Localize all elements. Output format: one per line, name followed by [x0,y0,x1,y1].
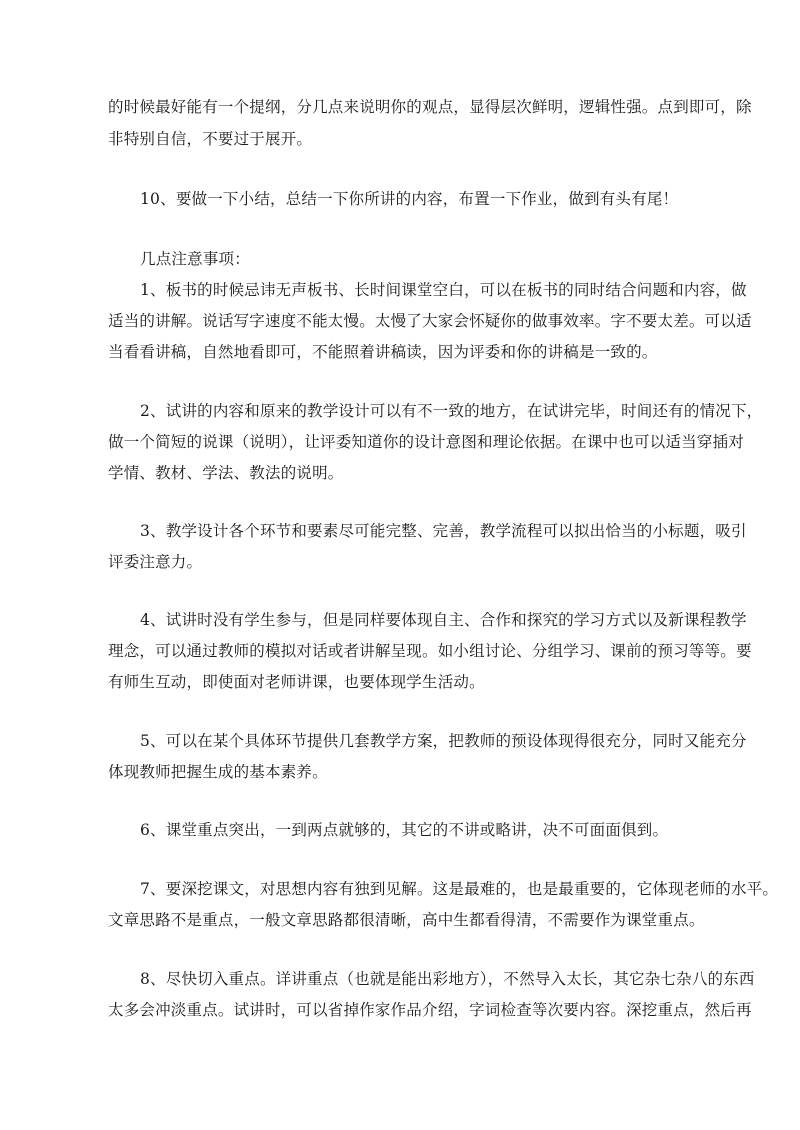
note-7-line-2: 文章思路不是重点，一般文章思路都很清晰，高中生都看得清，不需要作为课堂重点。 [108,911,705,929]
note-1-line-3: 当看看讲稿，自然地看即可，不能照着讲稿读，因为评委和你的讲稿是一致的。 [108,343,658,361]
note-7-line-1: 7、要深挖课文，对思想内容有独到见解。这是最难的，也是最重要的，它体现老师的水平。 [140,880,779,898]
note-4-line-2: 理念，可以通过教师的模拟对话或者讲解呈现。如小组讨论、分组学习、课前的预习等等。要 [108,642,752,660]
note-4-line-3: 有师生互动，即使面对老师讲课，也要体现学生活动。 [108,673,485,691]
note-8-line-1: 8、尽快切入重点。详讲重点（也就是能出彩地方），不然导入太长，其它杂七杂八的东西 [140,970,755,988]
note-4-line-1: 4、试讲时没有学生参与，但是同样要体现自主、合作和探究的学习方式以及新课程教学 [140,611,747,629]
note-2-line-3: 学情、教材、学法、教法的说明。 [108,464,344,482]
note-6-line-1: 6、课堂重点突出，一到两点就够的，其它的不讲或略讲，决不可面面俱到。 [140,821,669,839]
note-1-line-1: 1、板书的时候忌讳无声板书、长时间课堂空白，可以在板书的同时结合问题和内容，做 [140,281,747,299]
item-10: 10、要做一下小结，总结一下你所讲的内容，布置一下作业，做到有头有尾！ [140,190,679,208]
intro-line-2: 非特别自信，不要过于展开。 [108,130,313,148]
note-3-line-1: 3、教学设计各个环节和要素尽可能完整、完善，教学流程可以拟出恰当的小标题，吸引 [140,522,747,540]
note-2-line-1: 2、试讲的内容和原来的教学设计可以有不一致的地方，在试讲完毕，时间还有的情况下， [140,402,763,420]
notes-heading: 几点注意事项： [140,250,250,268]
note-2-line-2: 做一个简短的说课（说明），让评委知道你的设计意图和理论依据。在课中也可以适当穿插对 [108,433,744,451]
intro-line-1: 的时候最好能有一个提纲，分几点来说明你的观点，显得层次鲜明，逻辑性强。点到即可，除 [108,98,752,116]
note-5-line-2: 体现教师把握生成的基本素养。 [108,763,328,781]
note-3-line-2: 评委注意力。 [108,553,203,571]
note-8-line-2: 太多会冲淡重点。试讲时，可以省掉作家作品介绍，字词检查等次要内容。深挖重点，然后再 [108,1001,752,1019]
note-1-line-2: 适当的讲解。说话写字速度不能太慢。太慢了大家会怀疑你的做事效率。字不要太差。可以适 [108,312,752,330]
note-5-line-1: 5、可以在某个具体环节提供几套教学方案，把教师的预设体现得很充分，同时又能充分 [140,732,747,750]
